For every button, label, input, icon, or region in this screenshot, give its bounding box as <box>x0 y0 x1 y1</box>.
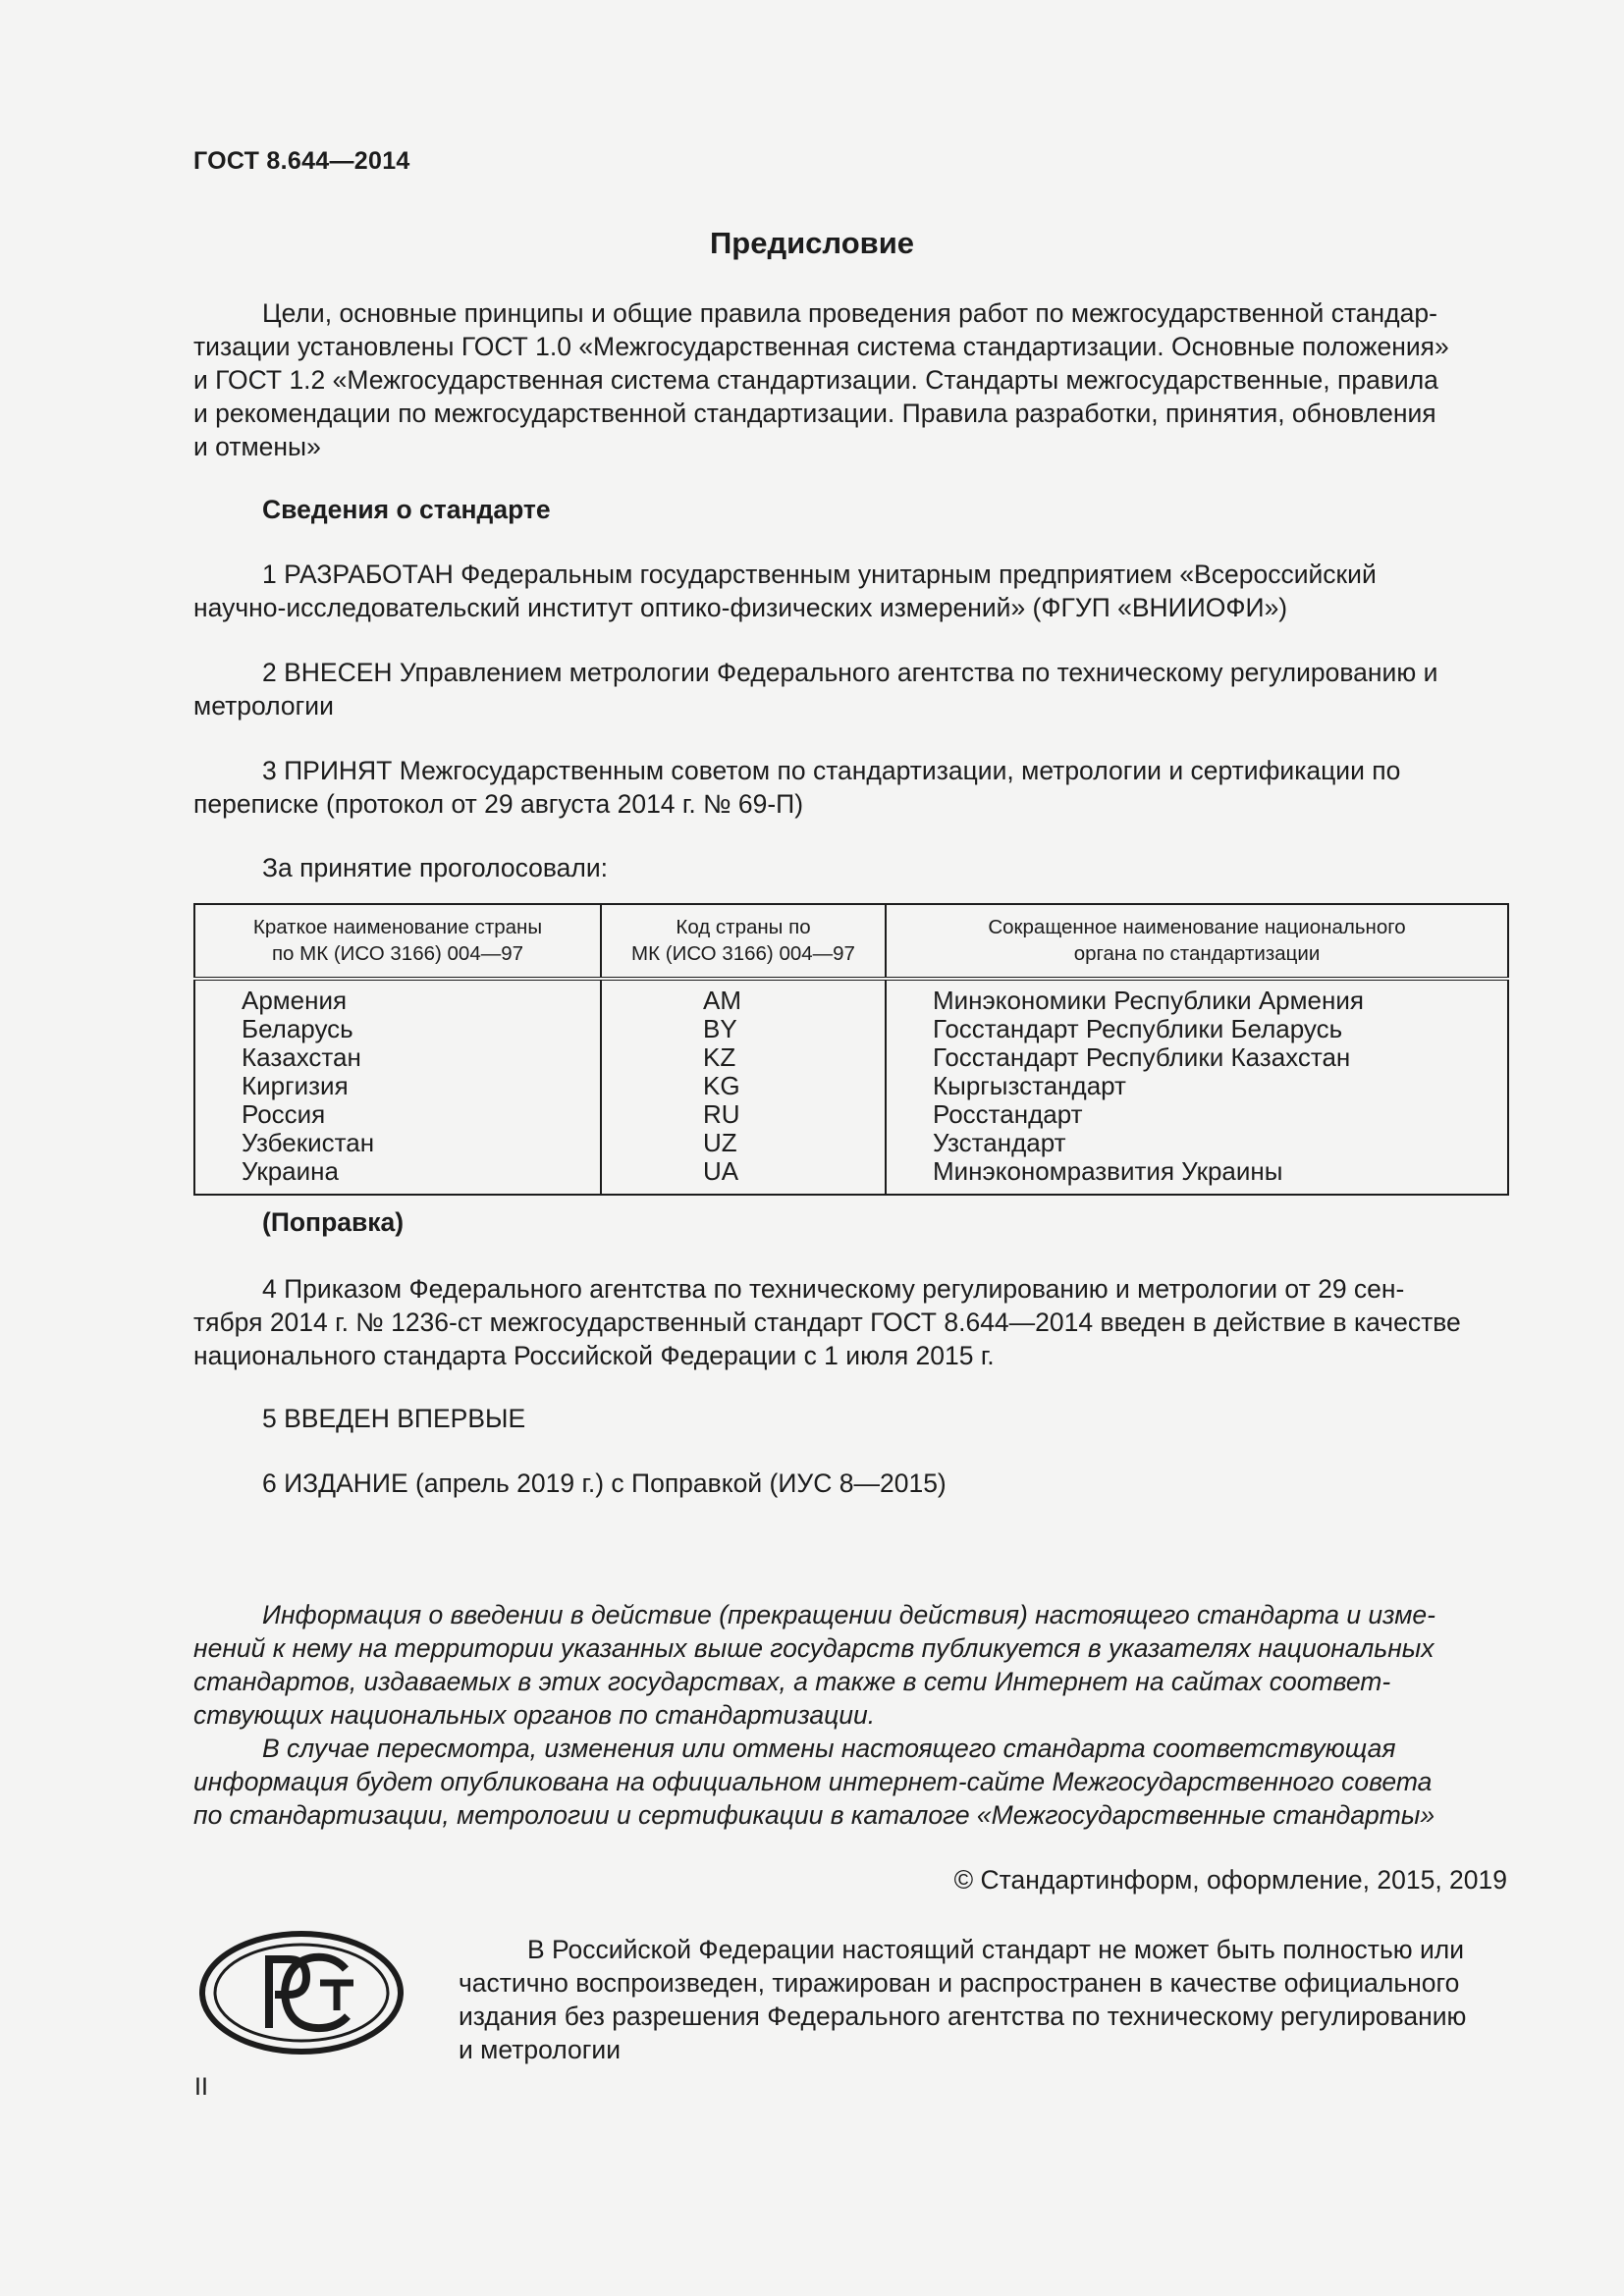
country-name: Россия <box>242 1099 326 1129</box>
country-code: RU <box>703 1099 740 1129</box>
page-title: Предисловие <box>709 226 914 260</box>
intro-line: Цели, основные принципы и общие правила проведения работ по межгосударственной стандар- <box>262 298 1437 328</box>
intro-line: тизации установлены ГОСТ 1.0 «Межгосударственная система стандартизации. Основные положения» <box>193 332 1449 361</box>
standards-body: Кыргызстандарт <box>933 1071 1126 1100</box>
country-name: Армения <box>242 986 348 1015</box>
item-1-line: 1 РАЗРАБОТАН Федеральным государственным унитарным предприятием «Всероссийский <box>262 560 1377 589</box>
code-cell <box>601 979 886 1195</box>
body-cell <box>886 979 1508 1195</box>
item-2-line: 2 ВНЕСЕН Управлением метрологии Федерального агентства по техническому регулированию и <box>262 658 1438 687</box>
country-code: UZ <box>703 1128 737 1157</box>
intro-line: и ГОСТ 1.2 «Межгосударственная система стандартизации. Стандарты межгосударственные, правила <box>193 365 1438 395</box>
item-3-line: переписке (протокол от 29 августа 2014 г. № 69-П) <box>193 789 804 819</box>
header-code-line: МК (ИСО 3166) 004—97 <box>631 942 855 965</box>
legal-line: издания без разрешения Федерального агентства по техническому регулированию <box>459 2002 1467 2031</box>
notice-line: нений к нему на территории указанных выше государств публикуется в указателях национальных <box>193 1633 1435 1663</box>
item-3 <box>193 754 1507 821</box>
notice-line: В случае пересмотра, изменения или отмены настоящего стандарта соответствующая <box>262 1734 1396 1763</box>
item-1 <box>193 558 1507 624</box>
item-4-line: 4 Приказом Федерального агентства по техническому регулированию и метрологии от 29 сен- <box>262 1274 1405 1304</box>
header-country-line: по МК (ИСО 3166) 004—97 <box>271 942 524 965</box>
copyright-notice: © Стандартинформ, оформление, 2015, 2019 <box>953 1865 1507 1895</box>
standards-body: Госстандарт Республики Казахстан <box>933 1042 1351 1072</box>
header-code <box>601 904 886 979</box>
notice-line: ствующих национальных органов по стандартизации. <box>193 1700 876 1730</box>
standards-body: Госстандарт Республики Беларусь <box>933 1014 1343 1043</box>
item-1-line: научно-исследовательский институт оптико-физических измерений» (ФГУП «ВНИИОФИ») <box>193 593 1288 622</box>
country-name: Беларусь <box>242 1014 353 1043</box>
intro-line: и рекомендации по межгосударственной стандартизации. Правила разработки, принятия, обновления <box>193 399 1436 428</box>
item-2-line: метрологии <box>193 691 334 721</box>
country-name: Украина <box>242 1156 339 1186</box>
item-3-line: 3 ПРИНЯТ Межгосударственным советом по стандартизации, метрологии и сертификации по <box>262 756 1401 785</box>
legal-line: и метрологии <box>459 2035 622 2064</box>
notice-paragraph-2 <box>193 1732 1507 1832</box>
header-country-line: Краткое наименование страны <box>252 916 543 938</box>
item-4 <box>193 1272 1507 1372</box>
country-code: AM <box>703 986 741 1015</box>
header-body-line: органа по стандартизации <box>1073 942 1321 965</box>
info-heading: Сведения о стандарте <box>262 495 551 524</box>
legal-line: В Российской Федерации настоящий стандарт не может быть полностью или <box>527 1935 1465 1964</box>
standards-body: Росстандарт <box>933 1099 1083 1129</box>
intro-paragraph <box>193 296 1507 463</box>
notice-paragraph-1 <box>193 1598 1507 1732</box>
intro-line: и отмены» <box>193 432 321 461</box>
standards-body: Узстандарт <box>933 1128 1066 1157</box>
table-row <box>194 979 1508 1195</box>
country-name: Казахстан <box>242 1042 361 1072</box>
country-name: Узбекистан <box>242 1128 375 1157</box>
legal-notice <box>459 1933 1507 2066</box>
country-code: KZ <box>703 1042 736 1072</box>
country-cell <box>194 979 601 1195</box>
countries-table <box>193 903 1509 1196</box>
country-name: Киргизия <box>242 1071 349 1100</box>
notice-line: стандартов, издаваемых в этих государствах, а также в сети Интернет на сайтах соответ- <box>193 1667 1391 1696</box>
standards-body: Минэкономразвития Украины <box>933 1156 1283 1186</box>
country-code: BY <box>703 1014 737 1043</box>
item-4-line: тября 2014 г. № 1236-ст межгосударственный стандарт ГОСТ 8.644—2014 введен в действие в качестве <box>193 1308 1461 1337</box>
vote-label: За принятие проголосовали: <box>262 853 609 882</box>
notice-line: по стандартизации, метрологии и сертификации в каталоге «Межгосударственные стандарты» <box>193 1800 1435 1830</box>
doc-header: ГОСТ 8.644—2014 <box>193 147 410 175</box>
standards-body: Минэкономики Республики Армения <box>933 986 1364 1015</box>
page-number: II <box>194 2073 208 2101</box>
header-body-line: Сокращенное наименование национального <box>988 916 1406 938</box>
item-5: 5 ВВЕДЕН ВПЕРВЫЕ <box>262 1404 526 1433</box>
rst-logo-icon <box>198 1930 405 2056</box>
item-4-line: национального стандарта Российской Федерации с 1 июля 2015 г. <box>193 1341 995 1370</box>
item-2 <box>193 656 1507 722</box>
country-code: KG <box>703 1071 740 1100</box>
header-body <box>886 904 1508 979</box>
header-code-line: Код страны по <box>676 916 811 938</box>
header-country <box>194 904 601 979</box>
notice-line: Информация о введении в действие (прекращении действия) настоящего стандарта и изме- <box>262 1600 1435 1629</box>
notice-line: информация будет опубликована на официальном интернет-сайте Межгосударственного совета <box>193 1767 1433 1796</box>
legal-line: частично воспроизведен, тиражирован и распространен в качестве официального <box>459 1968 1460 1998</box>
correction-note: (Поправка) <box>262 1207 405 1237</box>
table-header-row <box>194 904 1508 979</box>
item-6: 6 ИЗДАНИЕ (апрель 2019 г.) с Поправкой (ИУС 8—2015) <box>262 1468 947 1498</box>
country-code: UA <box>703 1156 739 1186</box>
